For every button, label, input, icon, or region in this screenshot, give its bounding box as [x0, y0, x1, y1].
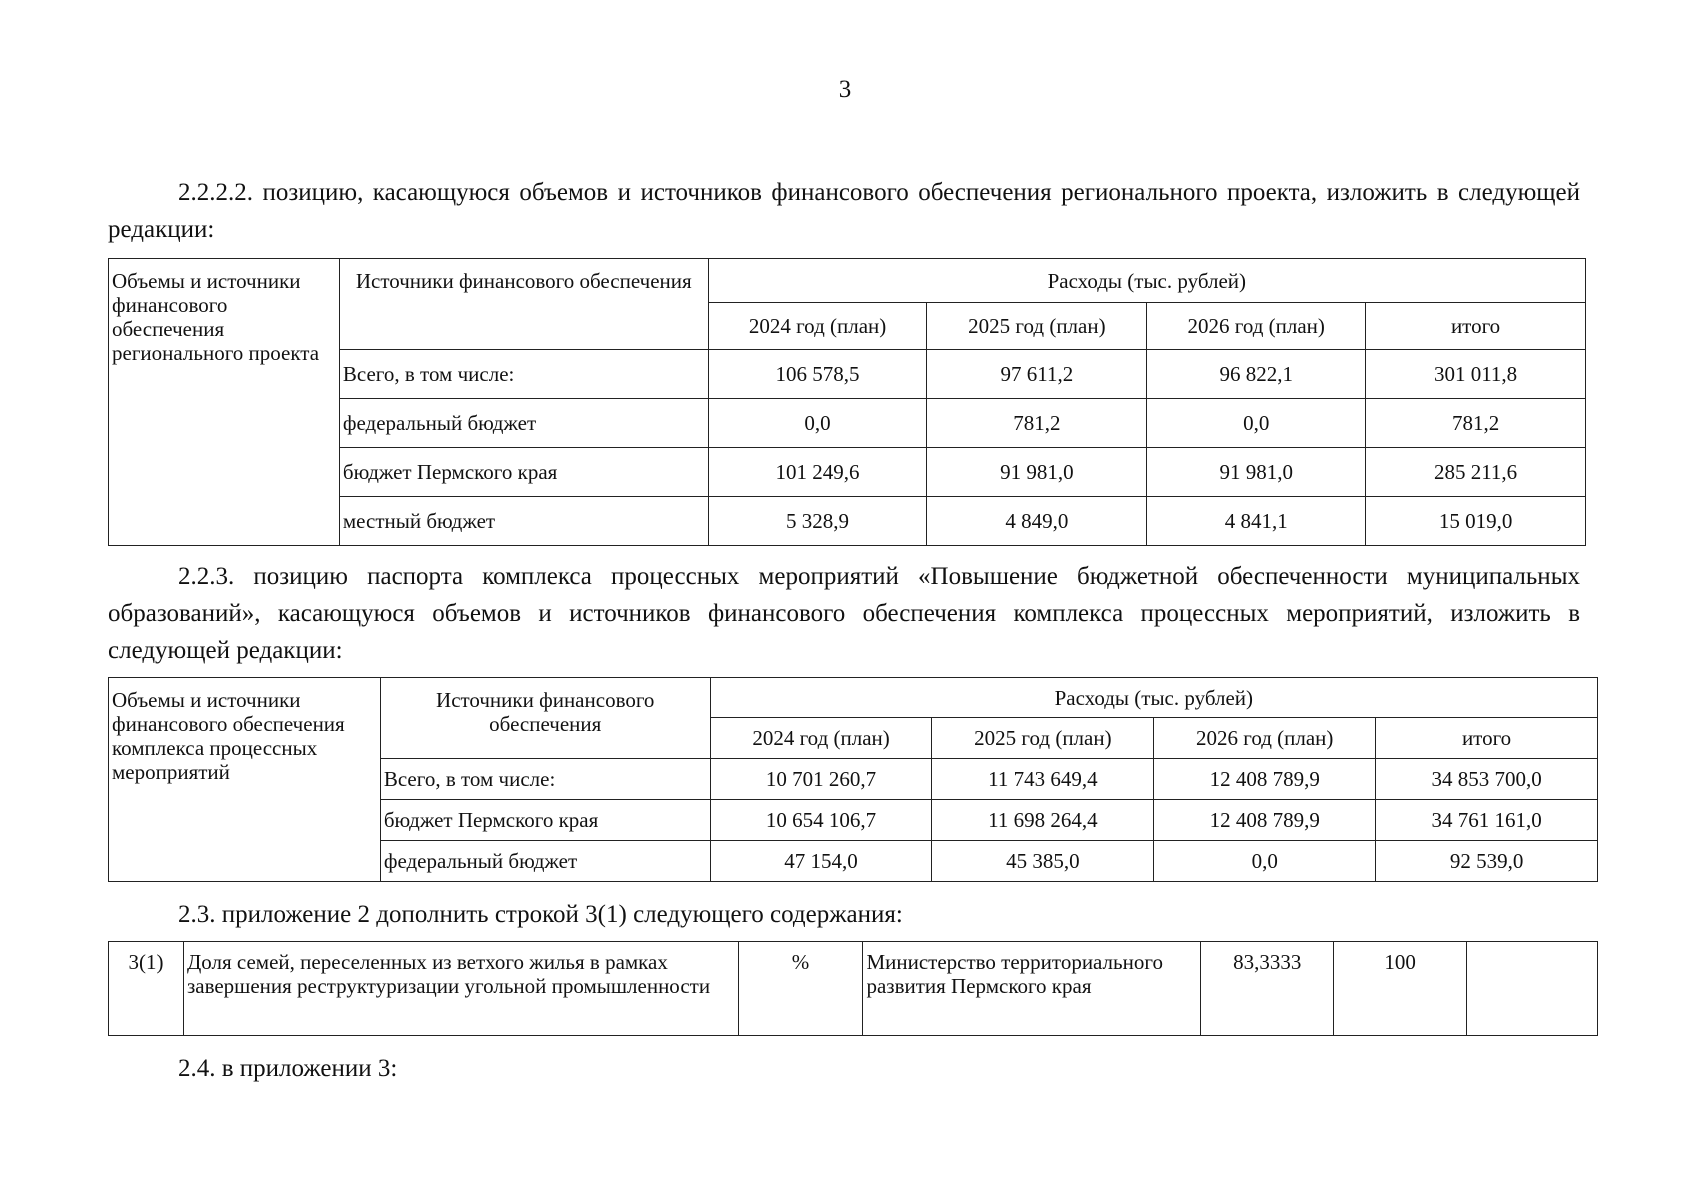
table1-sources-header: Источники финансового обеспечения — [339, 259, 708, 350]
table1-cell: 96 822,1 — [1147, 350, 1366, 399]
paragraph-2-2-2-2 — [108, 174, 1580, 248]
paragraph-2-4 — [108, 1050, 1580, 1087]
table1-cell: 91 981,0 — [1147, 448, 1366, 497]
table2-year-header: 2025 год (план) — [932, 718, 1154, 759]
table2-cell: 34 761 161,0 — [1376, 800, 1598, 841]
table3-indicator: Доля семей, переселенных из ветхого жилья в рамках завершения реструктуризации угольной промышленности — [183, 942, 738, 1036]
table1-source: федеральный бюджет — [339, 399, 708, 448]
page-number: 3 — [838, 76, 852, 103]
table3-value: 100 — [1334, 942, 1467, 1036]
table2-total-header: итого — [1376, 718, 1598, 759]
table1-cell: 301 011,8 — [1366, 350, 1586, 399]
table1-label: Объемы и источники финансового обеспечения регионального проекта — [109, 259, 340, 546]
table-row — [109, 942, 1598, 1036]
table1-year-header: 2026 год (план) — [1147, 303, 1366, 350]
table1-source: местный бюджет — [339, 497, 708, 546]
indicator-row-table — [108, 941, 1598, 1036]
table1-total-header: итого — [1366, 303, 1586, 350]
table3-value: 83,3333 — [1201, 942, 1334, 1036]
table2-cell: 47 154,0 — [710, 841, 932, 882]
table1-cell: 4 849,0 — [927, 497, 1147, 546]
table1-year-header: 2024 год (план) — [708, 303, 927, 350]
table1-cell: 5 328,9 — [708, 497, 927, 546]
table2-source: бюджет Пермского края — [380, 800, 710, 841]
table2-cell: 11 743 649,4 — [932, 759, 1154, 800]
table2-cell: 34 853 700,0 — [1376, 759, 1598, 800]
paragraph-text: 2.2.3. позицию паспорта комплекса процессных мероприятий «Повышение бюджетной обеспеченности муниципальных образований», касающуюся объемов и источников финансового обеспечения комплекса процессных мероприятий, изложить в следующей редакции: — [108, 563, 1580, 664]
paragraph-text: 2.2.2.2. позицию, касающуюся объемов и источников финансового обеспечения регионального проекта, изложить в следующей редакции: — [108, 179, 1580, 243]
table1-cell: 106 578,5 — [708, 350, 927, 399]
table2-cell: 0,0 — [1154, 841, 1376, 882]
table3-responsible: Министерство территориального развития Пермского края — [863, 942, 1201, 1036]
process-measures-funding-table — [108, 677, 1598, 882]
table2-sources-header: Источники финансового обеспечения — [380, 678, 710, 759]
table2-cell: 10 701 260,7 — [710, 759, 932, 800]
table2-cell: 12 408 789,9 — [1154, 800, 1376, 841]
table1-cell: 781,2 — [1366, 399, 1586, 448]
table2-cell: 92 539,0 — [1376, 841, 1598, 882]
table1-cell: 0,0 — [1147, 399, 1366, 448]
table1-cell: 0,0 — [708, 399, 927, 448]
table2-year-header: 2026 год (план) — [1154, 718, 1376, 759]
table1-cell: 97 611,2 — [927, 350, 1147, 399]
table2-expenses-header: Расходы (тыс. рублей) — [710, 678, 1597, 718]
table2-source: Всего, в том числе: — [380, 759, 710, 800]
table3-value — [1467, 942, 1598, 1036]
regional-project-funding-table — [108, 258, 1586, 546]
table2-year-header: 2024 год (план) — [710, 718, 932, 759]
table2-cell: 11 698 264,4 — [932, 800, 1154, 841]
table3-unit: % — [738, 942, 863, 1036]
table1-cell: 15 019,0 — [1366, 497, 1586, 546]
table1-cell: 101 249,6 — [708, 448, 927, 497]
paragraph-text: 2.3. приложение 2 дополнить строкой 3(1) следующего содержания: — [178, 901, 903, 928]
table1-source: Всего, в том числе: — [339, 350, 708, 399]
table1-year-header: 2025 год (план) — [927, 303, 1147, 350]
table2-cell: 45 385,0 — [932, 841, 1154, 882]
table1-cell: 781,2 — [927, 399, 1147, 448]
table1-cell: 91 981,0 — [927, 448, 1147, 497]
table2-label: Объемы и источники финансового обеспечения комплекса процессных мероприятий — [109, 678, 381, 882]
table1-cell: 4 841,1 — [1147, 497, 1366, 546]
table3-row-number: 3(1) — [109, 942, 184, 1036]
paragraph-2-2-3 — [108, 558, 1580, 669]
table1-source: бюджет Пермского края — [339, 448, 708, 497]
table1-cell: 285 211,6 — [1366, 448, 1586, 497]
table2-cell: 10 654 106,7 — [710, 800, 932, 841]
paragraph-text: 2.4. в приложении 3: — [178, 1055, 398, 1082]
table2-cell: 12 408 789,9 — [1154, 759, 1376, 800]
table2-source: федеральный бюджет — [380, 841, 710, 882]
paragraph-2-3 — [108, 896, 1580, 933]
table1-expenses-header: Расходы (тыс. рублей) — [708, 259, 1585, 303]
